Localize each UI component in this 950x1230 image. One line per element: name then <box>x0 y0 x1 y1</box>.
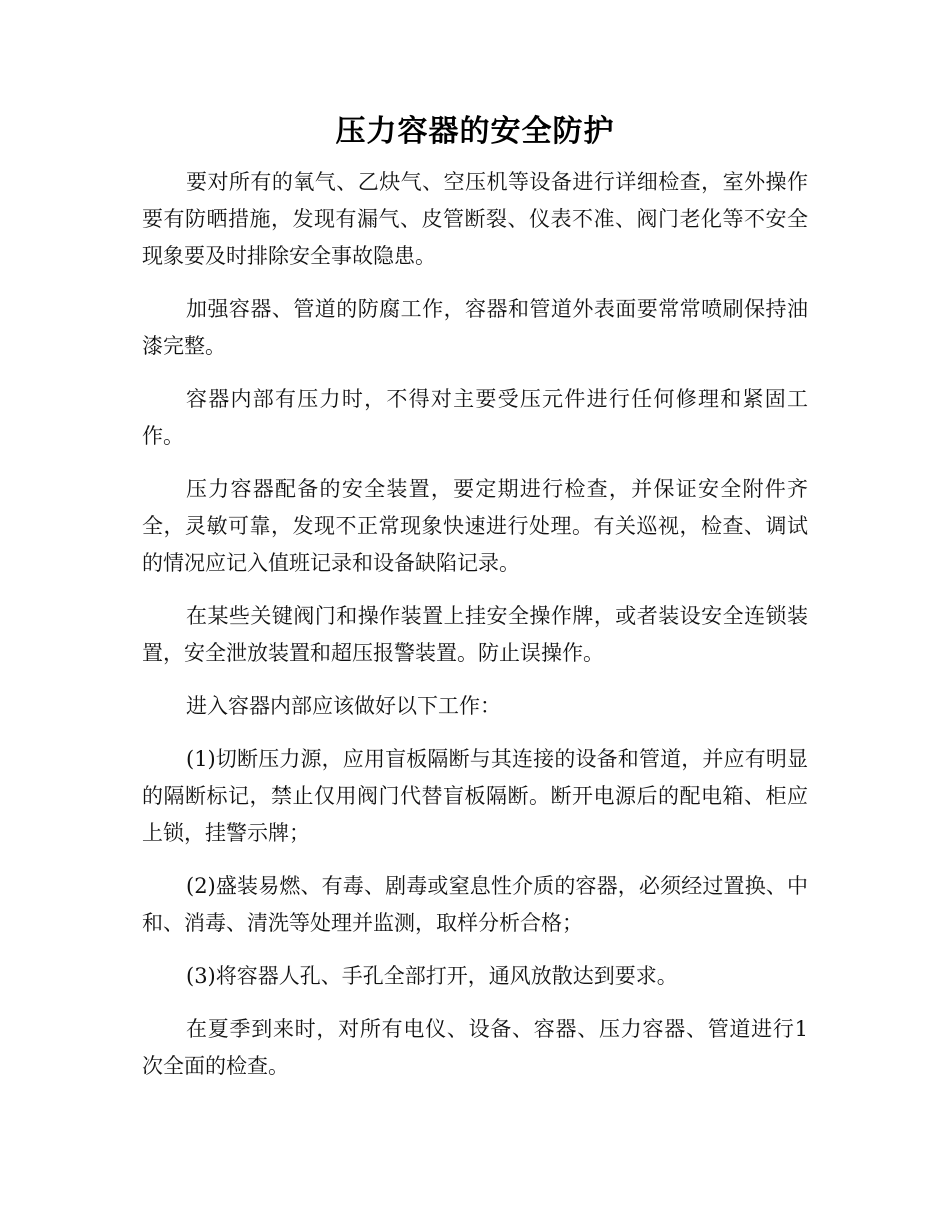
paragraph-entry-step-2: (2)盛装易燃、有毒、剧毒或窒息性介质的容器，必须经过置换、中和、消毒、清洗等处理并监测，取样分析合格； <box>142 874 808 935</box>
paragraph-safety-devices: 压力容器配备的安全装置，要定期进行检查，并保证安全附件齐全，灵敏可靠，发现不正常现象快速进行处理。有关巡视，检查、调试的情况应记入值班记录和设备缺陷记录。 <box>142 477 808 575</box>
document-title: 压力容器的安全防护 <box>335 114 615 149</box>
paragraph-entry-step-3: (3)将容器人孔、手孔全部打开，通风放散达到要求。 <box>186 964 678 988</box>
document-body <box>142 164 808 1101</box>
paragraph-entry-intro: 进入容器内部应该做好以下工作： <box>186 694 501 718</box>
paragraph-entry-step-1: (1)切断压力源，应用盲板隔断与其连接的设备和管道，并应有明显的隔断标记，禁止仅用阀门代替盲板隔断。断开电源后的配电箱、柜应上锁，挂警示牌； <box>142 747 808 845</box>
paragraph-no-repair-under-pressure: 容器内部有压力时，不得对主要受压元件进行任何修理和紧固工作。 <box>142 387 808 448</box>
paragraph-summer-check: 在夏季到来时，对所有电仪、设备、容器、压力容器、管道进行1次全面的检查。 <box>142 1017 808 1078</box>
paragraph-safety-signs: 在某些关键阀门和操作装置上挂安全操作牌，或者装设安全连锁装置，安全泄放装置和超压报警装置。防止误操作。 <box>142 604 808 665</box>
paragraph-anticorrosion: 加强容器、管道的防腐工作，容器和管道外表面要常常喷刷保持油漆完整。 <box>142 297 808 358</box>
paragraph-inspection: 要对所有的氧气、乙炔气、空压机等设备进行详细检查，室外操作要有防晒措施，发现有漏气、皮管断裂、仪表不准、阀门老化等不安全现象要及时排除安全事故隐患。 <box>142 170 808 268</box>
